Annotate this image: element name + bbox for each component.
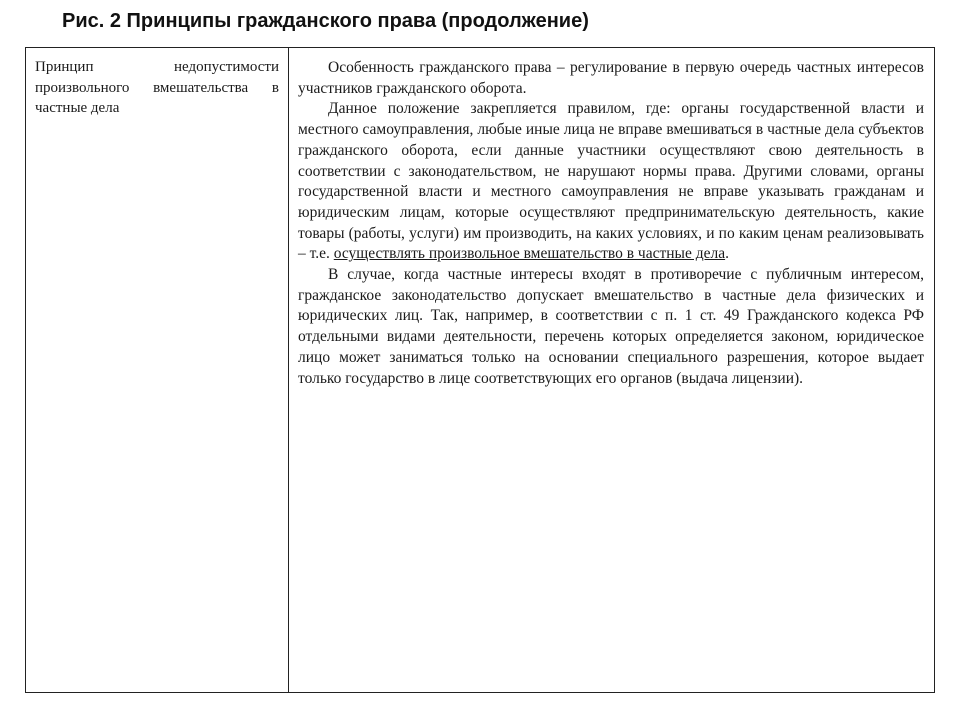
description-paragraph-2	[298, 99, 924, 265]
paragraph-2-end: .	[725, 245, 729, 263]
description-paragraph-3: В случае, когда частные интересы входят в противоречие с публичным интересом, гражданское законодательство допускает вмешательство в частные дела физических и юридических лиц. Так, например, в соответствии с п. 1 ст. 49 Гражданского кодекса РФ отдельными видами деятельности, перечень которых определяется законом, юридическое лицо может заниматься только на основании специального разрешения, которое выдает только государство в лице соответствующих его органов (выдача лицензии).	[298, 266, 924, 387]
principle-cell	[26, 48, 289, 692]
principles-table	[25, 47, 935, 693]
description-paragraph-1: Особенность гражданского права – регулирование в первую очередь частных интересов участников гражданского оборота.	[298, 59, 924, 97]
underlined-phrase: осуществлять произвольное вмешательство в частные дела	[333, 245, 726, 263]
description-cell	[289, 48, 934, 692]
paragraph-2-text: Данное положение закрепляется правилом, где: органы государственной власти и местного самоуправления, любые иные лица не вправе вмешиваться в частные дела субъектов гражданского оборота, если данные участники осуществляют свою деятельность в соответствии с законодательством, не нарушают нормы права. Другими словами, органы государственной власти и местного самоуправления не вправе указывать гражданам и юридическим лицам, которые осуществляют предпринимательскую деятельность, какие товары (работы, услуги) им производить, на каких условиях, и по каким ценам реализовывать – т.е.	[298, 100, 924, 263]
page-title: Рис. 2 Принципы гражданского права (продолжение)	[62, 10, 589, 32]
principle-name: Принцип недопустимости произвольного вмешательства в частные дела	[35, 59, 279, 116]
